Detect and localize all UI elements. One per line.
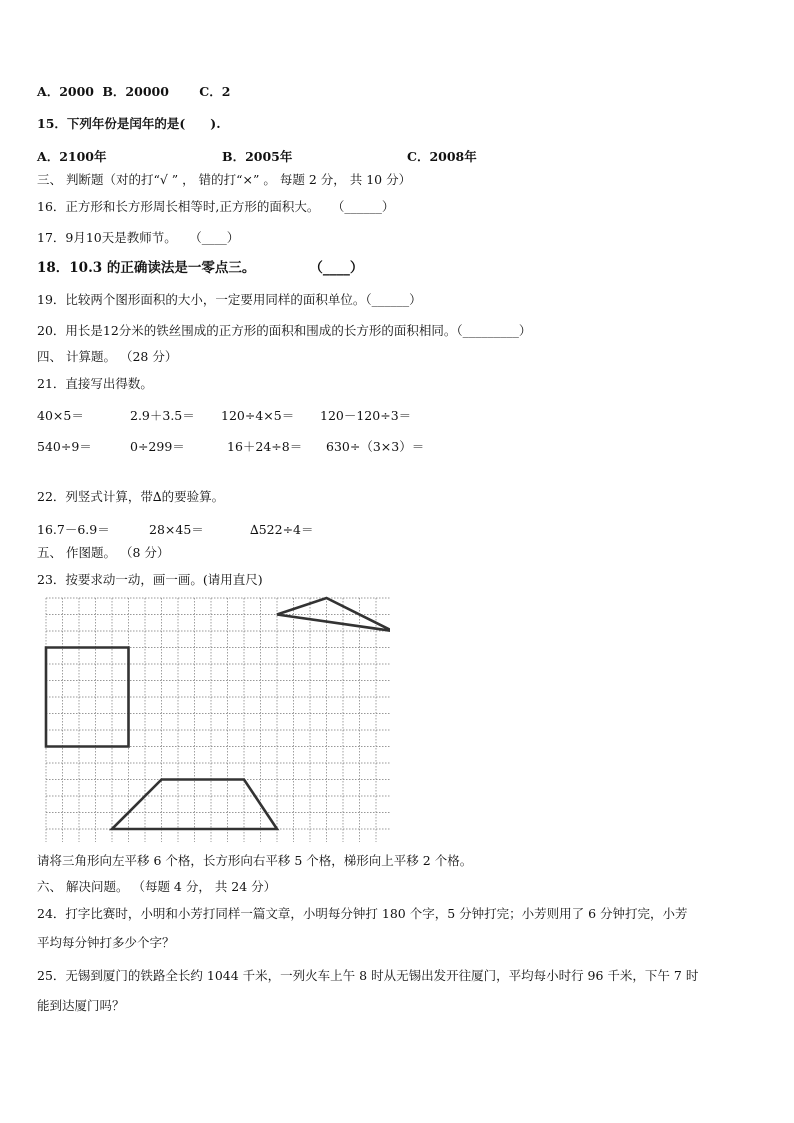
section-6-heading: 六、 解决问题。 （每题 4 分， 共 24 分） [37,879,277,894]
calc-item: 120－120÷3＝ [320,408,412,423]
calc-item: 2.9＋3.5＝ [130,408,195,423]
q18-text: 18．10.3 的正确读法是一零点三。 （____） [37,260,364,276]
trapezoid-shape [112,780,277,830]
q20-text: 20．用长是12分米的铁丝围成的正方形的面积和围成的长方形的面积相同。（_________） [37,323,532,338]
q22-text: 22．列竖式计算，带∆的要验算。 [37,489,225,504]
q23-instruction: 请将三角形向左平移 6 个格，长方形向右平移 5 个格，梯形向上平移 2 个格。 [37,853,473,868]
q17-text: 17．9月10天是教师节。 （____） [37,230,240,245]
calc-item: 540÷9＝ [37,439,92,454]
calc-item: 630÷（3×3）＝ [326,439,425,454]
q25-text-line-1: 25．无锡到厦门的铁路全长约 1044 千米，一列火车上午 8 时从无锡出发开往厦门，平均每小时行 96 千米，下午 7 时 [37,968,699,983]
q15-option-a: A．2100年 [37,149,107,164]
q14-option-a: A．2000 [37,84,94,99]
section-4-heading: 四、 计算题。 （28 分） [37,349,178,364]
q23-text: 23．按要求动一动，画一画。(请用直尺) [37,572,263,587]
q15-option-b: B．2005年 [222,149,293,164]
q15-option-c: C．2008年 [407,149,477,164]
section-3-heading: 三、 判断题（对的打“√ ” ， 错的打“×” 。 每题 2 分， 共 10 分） [37,172,412,187]
calc-item: 16＋24÷8＝ [227,439,303,454]
vertical-calc-item: 16.7－6.9＝ [37,522,110,537]
q15-text: 15．下列年份是闰年的是( ). [37,116,221,131]
q21-text: 21．直接写出得数。 [37,376,153,391]
drawing-grid [40,596,390,842]
vertical-calc-item: ∆522÷4＝ [250,522,314,537]
grid-lines [46,598,390,842]
calc-item: 40×5＝ [37,408,84,423]
section-5-heading: 五、 作图题。 （8 分） [37,545,170,560]
q16-text: 16．正方形和长方形周长相等时,正方形的面积大。 （______） [37,199,395,214]
calc-item: 0÷299＝ [130,439,185,454]
q14-options [37,84,230,100]
q24-text-line-1: 24．打字比赛时，小明和小芳打同样一篇文章，小明每分钟打 180 个字，5 分钟打完；小芳则用了 6 分钟打完，小芳 [37,906,688,921]
calc-item: 120÷4×5＝ [221,408,295,423]
q25-text-line-2: 能到达厦门吗？ [37,998,125,1013]
q14-option-c: C．2 [199,84,231,99]
vertical-calc-item: 28×45＝ [149,522,204,537]
q24-text-line-2: 平均每分钟打多少个字？ [37,935,175,950]
q14-option-b: B．20000 [102,84,169,99]
q19-text: 19．比较两个图形面积的大小，一定要用同样的面积单位。（______） [37,292,422,307]
